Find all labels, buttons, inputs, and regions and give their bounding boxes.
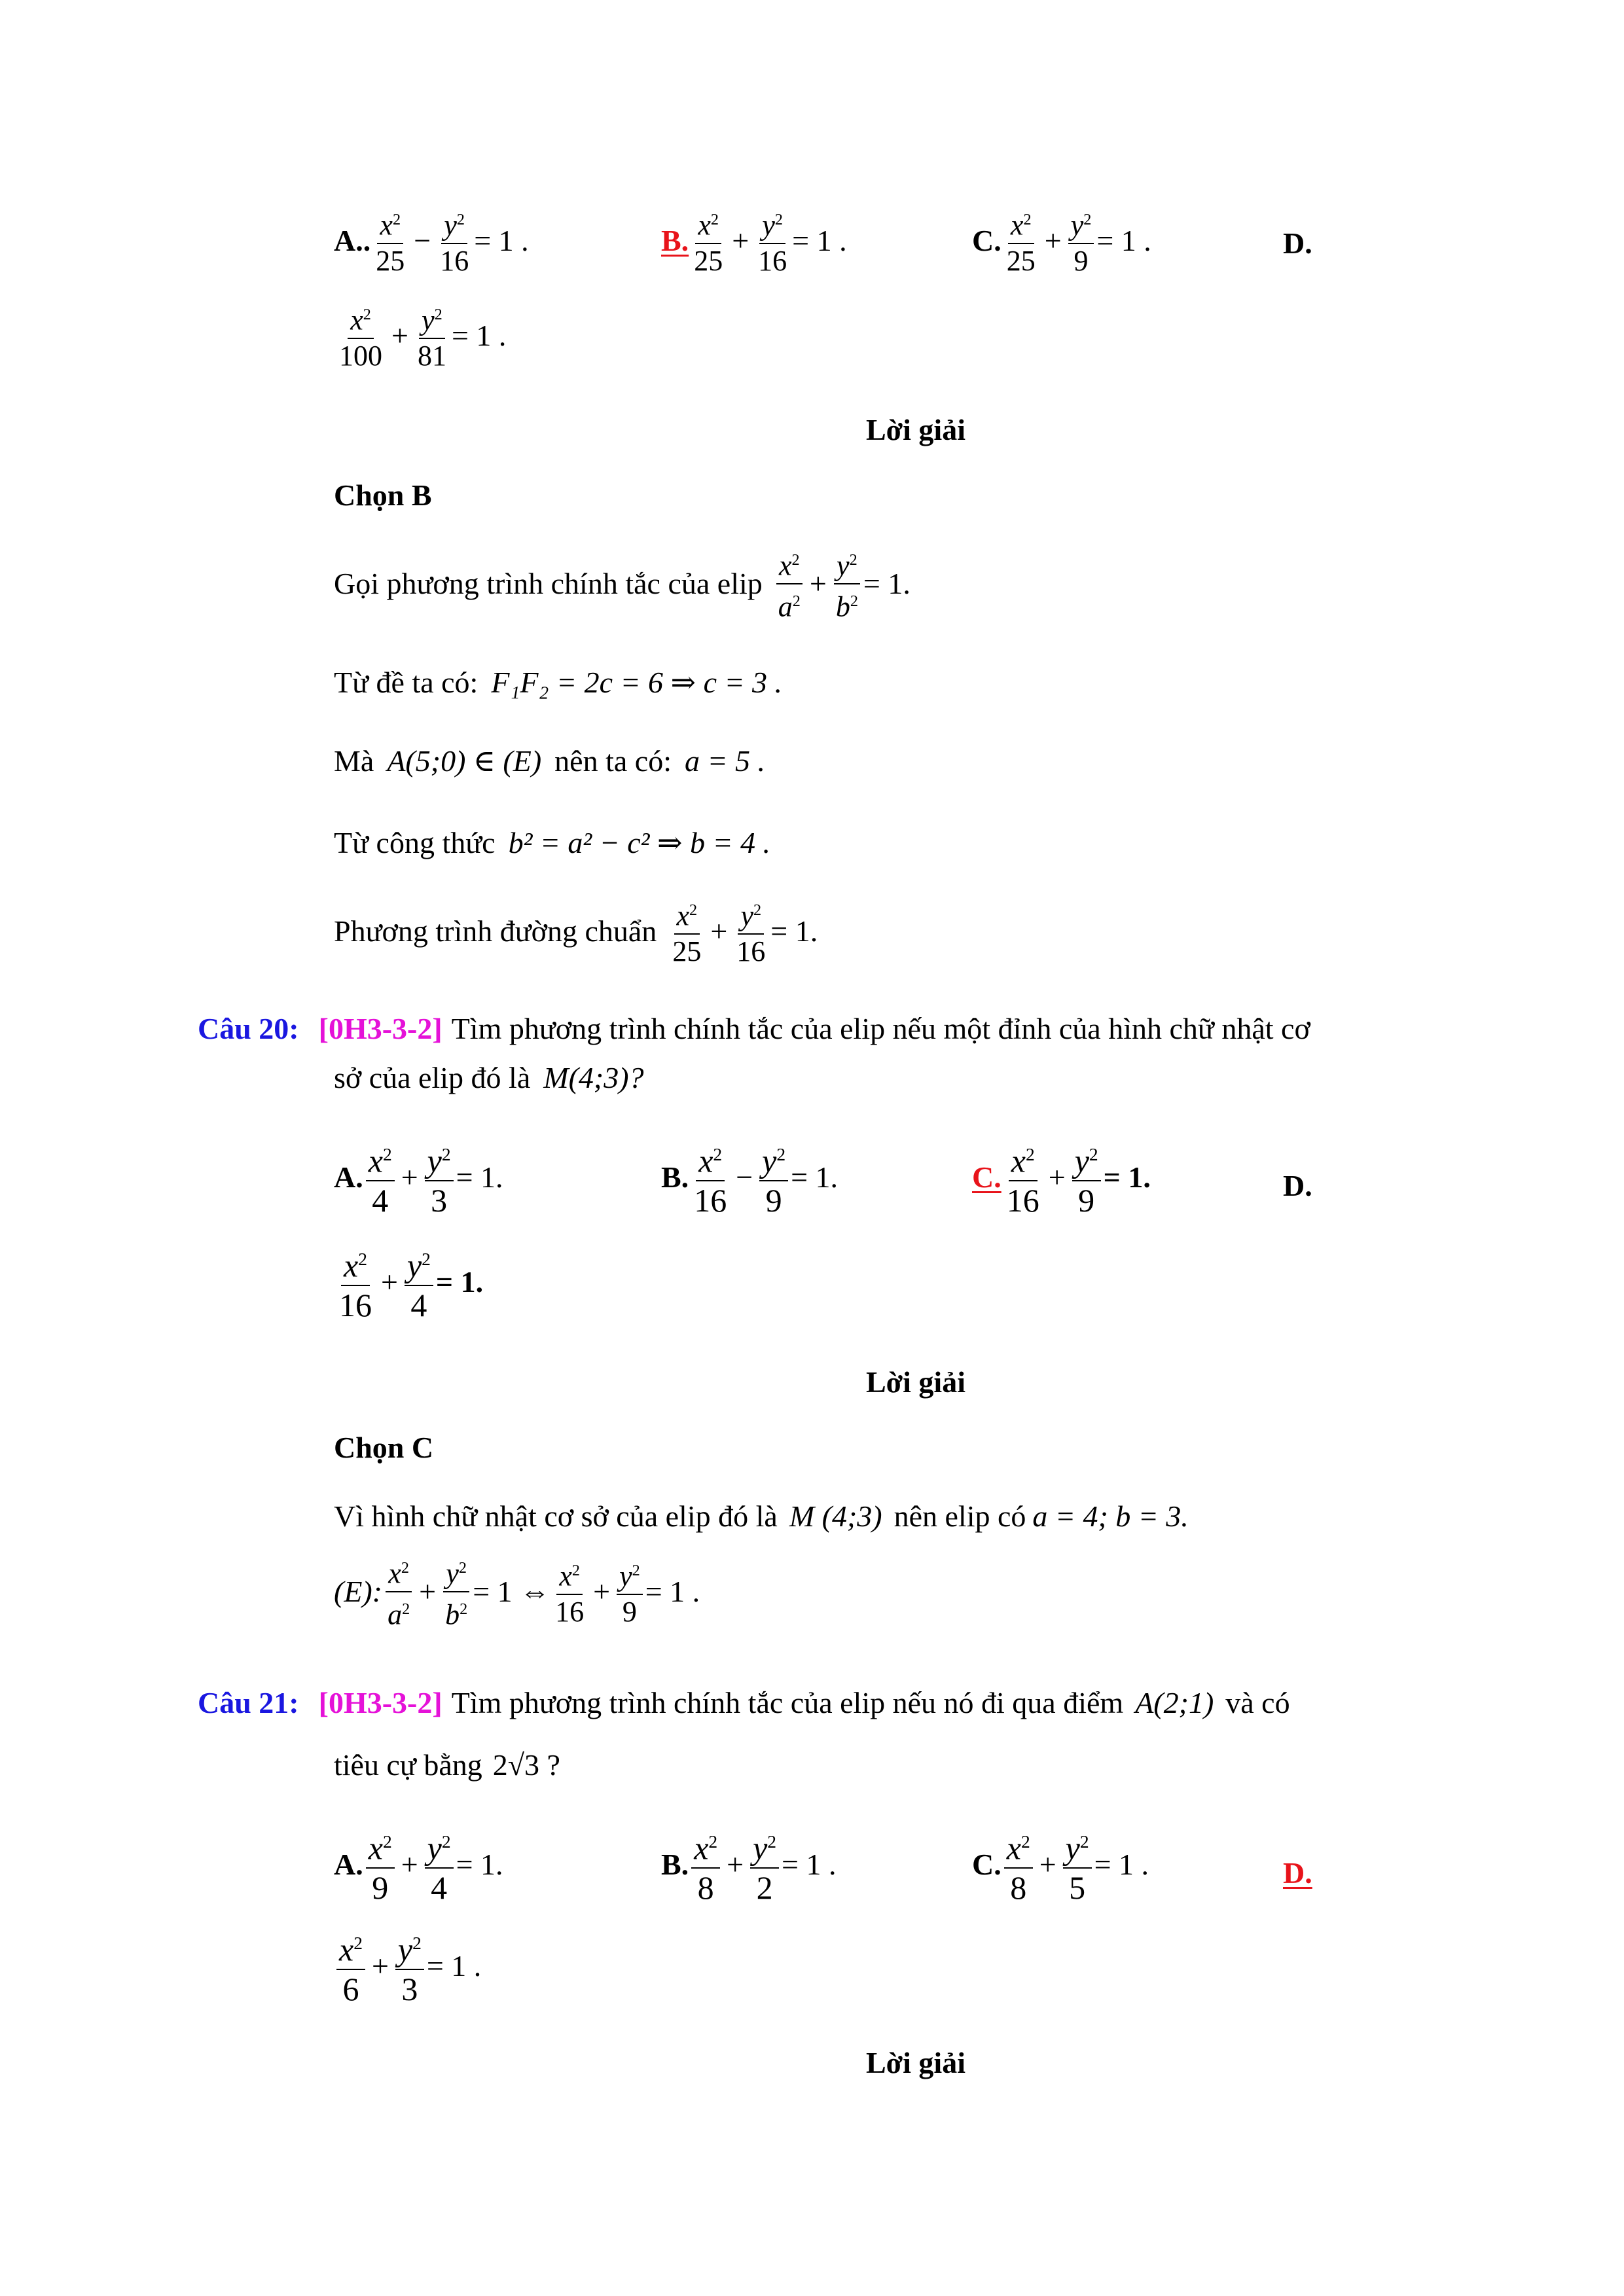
prev-option-a: A.. $\frac{x^2}{25}$ − $\frac{y^2}{16}$ = 1 .: [334, 203, 529, 278]
prev-option-c: C. $\frac{x^2}{25}$ + $\frac{y^2}{9}$ = 1 .: [972, 203, 1151, 278]
option-label: C.: [972, 223, 1001, 257]
option-label: D.: [1283, 1169, 1312, 1202]
question-number: Câu 21:: [198, 1686, 299, 1719]
q20-option-d-label: [1283, 1168, 1312, 1203]
question-code: [0H3-3-2]: [318, 1012, 442, 1045]
q21-option-c: C. $\frac{x^2}{8}$ + $\frac{y^2}{5}$ = 1 .: [972, 1823, 1149, 1907]
q21-option-b: B. $\frac{x^2}{8}$ + $\frac{y^2}{2}$ = 1 .: [661, 1823, 837, 1907]
solution-title: Lời giải: [866, 2046, 965, 2079]
q20-option-d: $\frac{x^2}{16}$ + $\frac{y^2}{4}$ = 1.: [334, 1240, 483, 1324]
option-label-correct: D.: [1283, 1856, 1312, 1890]
solution-line-3: Mà A(5;0) ∈ (E) nên ta có: a = 5 .: [334, 744, 766, 778]
option-label: B.: [661, 1848, 689, 1882]
prev-option-d-label: [1283, 226, 1312, 260]
q21-option-d: $\frac{x^2}{6}$ + $\frac{y^2}{3}$ = 1 .: [334, 1924, 481, 2008]
question-21-header: Câu 21: [0H3-3-2] Tìm phương trình chính tắc của elip nếu nó đi qua điểm A(2;1) và có: [198, 1686, 1290, 1719]
prev-option-d: $\frac{x^2}{100}$ + $\frac{y^2}{81}$ = 1 .: [334, 298, 506, 373]
option-label: D.: [1283, 226, 1312, 260]
q20-solution-line-1: Vì hình chữ nhật cơ sở của elip đó là M (4;3) nên elip có a = 4; b = 3.: [334, 1499, 1189, 1533]
solution-title: Lời giải: [866, 413, 965, 446]
solution-line-4: Từ công thức b² = a² − c² ⇒ b = 4 .: [334, 825, 771, 859]
solution-line-5: Phương trình đường chuẩn $\frac{x^2}{25}$ + $\frac{y^2}{16}$ = 1.: [334, 893, 818, 969]
question-21-line-2: tiêu cự bằng 2√3 ?: [334, 1748, 560, 1782]
q20-option-a: A. $\frac{x^2}{4}$ + $\frac{y^2}{3}$ = 1.: [334, 1136, 503, 1219]
q20-option-c: C. $\frac{x^2}{16}$ + $\frac{y^2}{9}$ = 1.: [972, 1136, 1151, 1219]
chosen-answer: Chọn C: [334, 1431, 434, 1464]
option-label-correct: B.: [661, 223, 689, 257]
question-text: Tìm phương trình chính tắc của elip nếu một đỉnh của hình chữ nhật cơ: [451, 1012, 1310, 1045]
option-label: A.: [334, 1160, 363, 1194]
option-label: C.: [972, 1848, 1001, 1882]
question-number: Câu 20:: [198, 1012, 299, 1045]
solution-title: Lời giải: [866, 1365, 965, 1399]
option-label: B.: [661, 1160, 689, 1194]
chosen-answer: Chọn B: [334, 478, 432, 512]
option-label-correct: C.: [972, 1160, 1001, 1194]
option-label: A..: [334, 223, 371, 257]
q21-option-d-label: [1283, 1856, 1312, 1890]
option-label: A.: [334, 1848, 363, 1882]
question-text: Tìm phương trình chính tắc của elip nếu nó đi qua điểm: [451, 1686, 1124, 1719]
prev-option-b: B. $\frac{x^2}{25}$ + $\frac{y^2}{16}$ = 1 .: [661, 203, 847, 278]
q21-option-a: A. $\frac{x^2}{9}$ + $\frac{y^2}{4}$ = 1.: [334, 1823, 503, 1907]
solution-line-1: Gọi phương trình chính tắc của elip $\frac{x^2}{a^2}$ + $\frac{y^2}{b^2}$ = 1.: [334, 543, 911, 624]
question-20-header: [198, 1011, 1310, 1046]
question-code: [0H3-3-2]: [318, 1686, 442, 1719]
question-20-line-2: sở của elip đó là M(4;3)?: [334, 1061, 644, 1094]
solution-line-2: Từ đề ta có: F₁F₂ = 2c = 6 ⇒ c = 3 .: [334, 665, 783, 699]
q20-solution-line-2: (E): $\frac{x^2}{a^2}$ + $\frac{y^2}{b^2}$ = 1 ⇔ $\frac{x^2}{16}$ + $\frac{y^2}{9}$ = 1 .: [334, 1551, 700, 1632]
q20-option-b: B. $\frac{x^2}{16}$ − $\frac{y^2}{9}$ = 1.: [661, 1136, 838, 1219]
